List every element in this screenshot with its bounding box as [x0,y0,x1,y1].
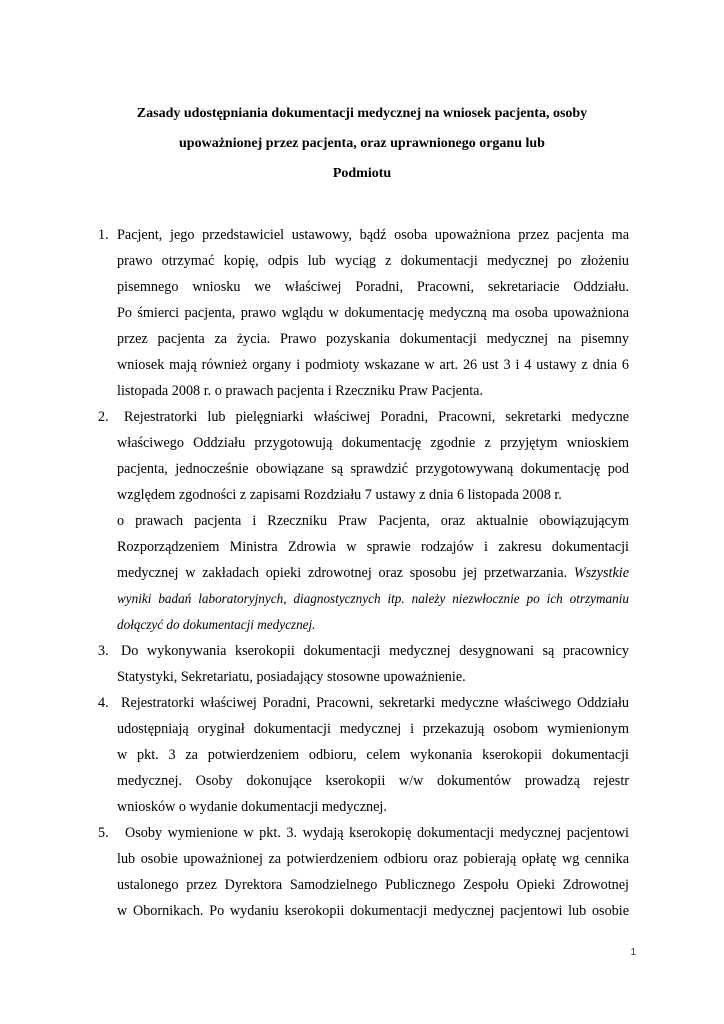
paragraph-line: Pacjent, jego przedstawiciel ustawowy, bądź osoba upoważniona przez pacjenta ma [117,227,629,243]
list-item-number: 1. [98,227,109,243]
list-item-number: 3. [98,643,109,659]
list-item-number: 2. [98,409,109,425]
paragraph-line: Osoby wymienione w pkt. 3. wydają kserokopię dokumentacji medycznej pacjentowi [125,825,629,841]
paragraph-line: prawo otrzymać kopię, odpis lub wyciąg z dokumentacji medycznej po złożeniu [117,253,629,269]
paragraph-line [117,564,629,582]
paragraph-line: przez pacjenta za życia. Prawo pozyskania dokumentacji medycznej na pisemny [117,331,629,347]
paragraph-line: listopada 2008 r. o prawach pacjenta i Rzeczniku Praw Pacjenta. [117,383,483,399]
paragraph-line: lub osobie upoważnionej za potwierdzeniem odbioru oraz pobierają opłatę wg cennika [117,851,629,867]
paragraph-line: dołączyć do dokumentacji medycznej. [117,617,316,632]
paragraph-line: Statystyki, Sekretariatu, posiadający stosowne upoważnienie. [117,669,466,685]
paragraph-line: właściwego Oddziału przygotowują dokumentację zgodnie z przyjętym wnioskiem [117,435,629,451]
page-number: 1 [630,947,636,958]
list-item-number: 4. [98,695,109,711]
paragraph-line: pisemnego wniosku we właściwej Poradni, Pracowni, sekretariacie Oddziału. [117,279,629,295]
paragraph-line: Rejestratorki lub pielęgniarki właściwej Poradni, Pracowni, sekretarki medyczne [124,409,629,425]
paragraph-line: pacjenta, jednocześnie obowiązane są sprawdzić przygotowywaną dokumentację pod [117,461,629,477]
paragraph-line: w Obornikach. Po wydaniu kserokopii dokumentacji medycznej pacjentowi lub osobie [117,903,629,919]
paragraph-line: ustalonego przez Dyrektora Samodzielnego Publicznego Zespołu Opieki Zdrowotnej [117,877,629,893]
list-item-number: 5. [98,825,109,841]
paragraph-line: udostępniają oryginał dokumentacji medycznej i przekazują osobom wymienionym [117,721,629,737]
document-title-line-3: Podmiotu [332,166,392,181]
paragraph-line-text: medycznej w zakładach opieki zdrowotnej oraz sposobu jej przetwarzania. [117,565,568,581]
paragraph-line: Po śmierci pacjenta, prawo wglądu w dokumentację medyczną ma osoba upoważniona [117,305,629,321]
paragraph-line: Rejestratorki właściwej Poradni, Pracowni, sekretarki medyczne właściwego Oddziału [121,695,629,711]
paragraph-line: względem zgodności z zapisami Rozdziału 7 ustawy z dnia 6 listopada 2008 r. [117,487,562,503]
paragraph-line: Do wykonywania kserokopii dokumentacji medycznej desygnowani są pracownicy [121,643,629,659]
paragraph-line: Rozporządzeniem Ministra Zdrowia w sprawie rodzajów i zakresu dokumentacji [117,539,629,555]
paragraph-line: o prawach pacjenta i Rzeczniku Praw Pacjenta, oraz aktualnie obowiązującym [117,513,629,529]
paragraph-line-italic-text: Wszystkie [573,565,630,581]
paragraph-line: wyniki badań laboratoryjnych, diagnostycznych itp. należy niezwłocznie po ich otrzymaniu [117,591,629,606]
paragraph-line: medycznej. Osoby dokonujące kserokopii w/w dokumentów prowadzą rejestr [117,773,629,789]
document-title-line-2: upoważnionej przez pacjenta, oraz uprawnionego organu lub [179,136,545,151]
document-title-line-1: Zasady udostępniania dokumentacji medycznej na wniosek pacjenta, osoby [136,106,588,121]
paragraph-line: wniosków o wydanie dokumentacji medycznej. [117,799,387,815]
paragraph-line: w pkt. 3 za potwierdzeniem odbioru, celem wykonania kserokopii dokumentacji [117,747,629,763]
paragraph-line: wniosek mają również organy i podmioty wskazane w art. 26 ust 3 i 4 ustawy z dnia 6 [117,357,629,373]
